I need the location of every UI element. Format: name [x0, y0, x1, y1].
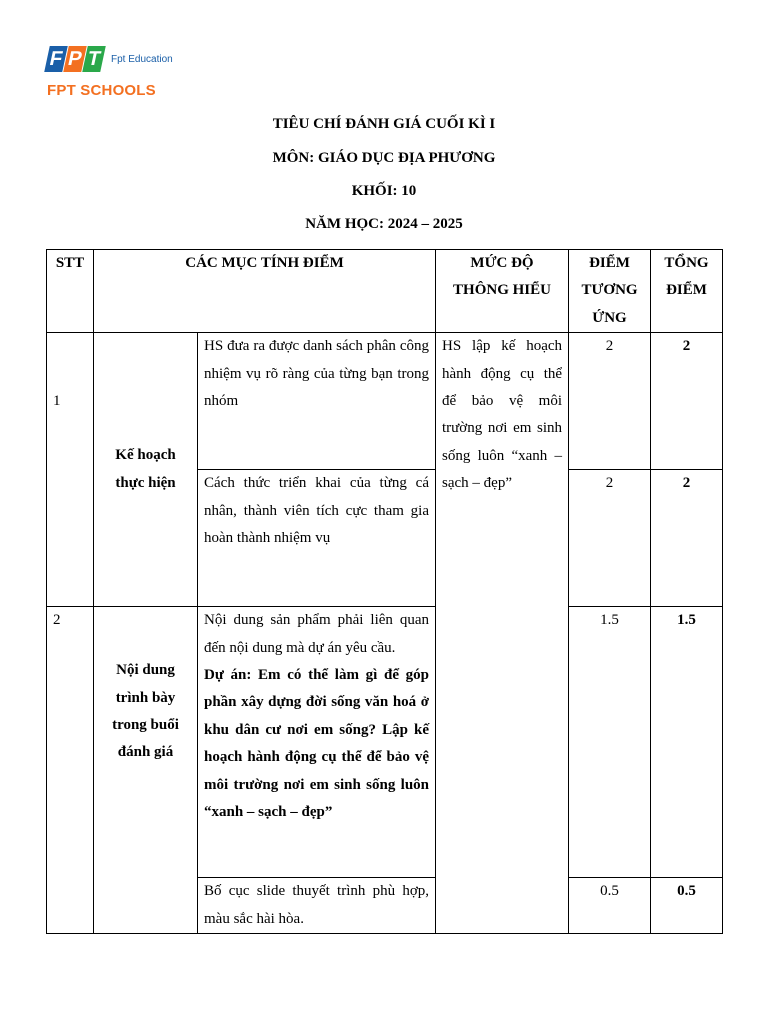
header-score: ĐIỂM TƯƠNG ỨNG — [569, 250, 651, 333]
total-cell: 2 — [651, 333, 723, 470]
school-year-line: NĂM HỌC: 2024 – 2025 — [305, 216, 463, 232]
header-level: MỨC ĐỘ THÔNG HIỂU — [436, 250, 569, 333]
fpt-logo — [47, 44, 177, 104]
total-cell: 0.5 — [651, 878, 723, 934]
criteria-table — [46, 249, 723, 934]
logo-education-text: Fpt Education — [111, 54, 173, 65]
group-stt: 1 — [47, 333, 94, 607]
header-stt: STT — [47, 250, 94, 333]
score-cell: 2 — [569, 333, 651, 470]
criterion-cell: Bố cục slide thuyết trình phù hợp, màu sắc hài hòa. — [198, 878, 436, 934]
group-name: Nội dung trình bày trong buổi đánh giá — [94, 607, 198, 934]
table-row — [47, 607, 723, 878]
total-cell: 1.5 — [651, 607, 723, 878]
logo-letter-f: F — [44, 46, 68, 72]
total-cell: 2 — [651, 470, 723, 607]
table-header-row — [47, 250, 723, 333]
logo-schools-text: FPT SCHOOLS — [47, 82, 156, 99]
logo-letter-p: P — [63, 46, 87, 72]
table-row — [47, 333, 723, 470]
document-title: TIÊU CHÍ ĐÁNH GIÁ CUỐI KÌ I — [272, 116, 496, 132]
comprehension-level-cell: HS lập kế hoạch hành động cụ thể để bảo vệ môi trường nơi em sinh sống luôn “xanh – sạch – đẹp” — [436, 333, 569, 934]
logo-letter-t: T — [82, 46, 106, 72]
group-stt: 2 — [47, 607, 94, 934]
header-total: TỔNG ĐIỂM — [651, 250, 723, 333]
project-question-text: Dự án: Em có thể làm gì để góp phần xây dựng đời sống văn hoá ở khu dân cư nơi em sống? Lập kế hoạch hành động cụ thể để bảo vệ môi trường nơi em sinh sống luôn “xanh – sạch – đẹp” — [204, 667, 430, 821]
group-name: Kế hoạch thực hiện — [94, 333, 198, 607]
score-cell: 1.5 — [569, 607, 651, 878]
criterion-cell: HS đưa ra được danh sách phân công nhiệm vụ rõ ràng của từng bạn trong nhóm — [198, 333, 436, 470]
criterion-cell — [198, 607, 436, 878]
fpt-logo-mark — [47, 44, 104, 74]
score-cell: 2 — [569, 470, 651, 607]
score-cell: 0.5 — [569, 878, 651, 934]
criterion-cell: Cách thức triển khai của từng cá nhân, thành viên tích cực tham gia hoàn thành nhiệm vụ — [198, 470, 436, 607]
grade-line: KHỐI: 10 — [351, 183, 417, 199]
criterion-text: Nội dung sản phẩm phải liên quan đến nội dung mà dự án yêu cầu. — [204, 612, 430, 656]
header-items: CÁC MỤC TÍNH ĐIỂM — [94, 250, 436, 333]
subject-line: MÔN: GIÁO DỤC ĐỊA PHƯƠNG — [272, 150, 496, 166]
